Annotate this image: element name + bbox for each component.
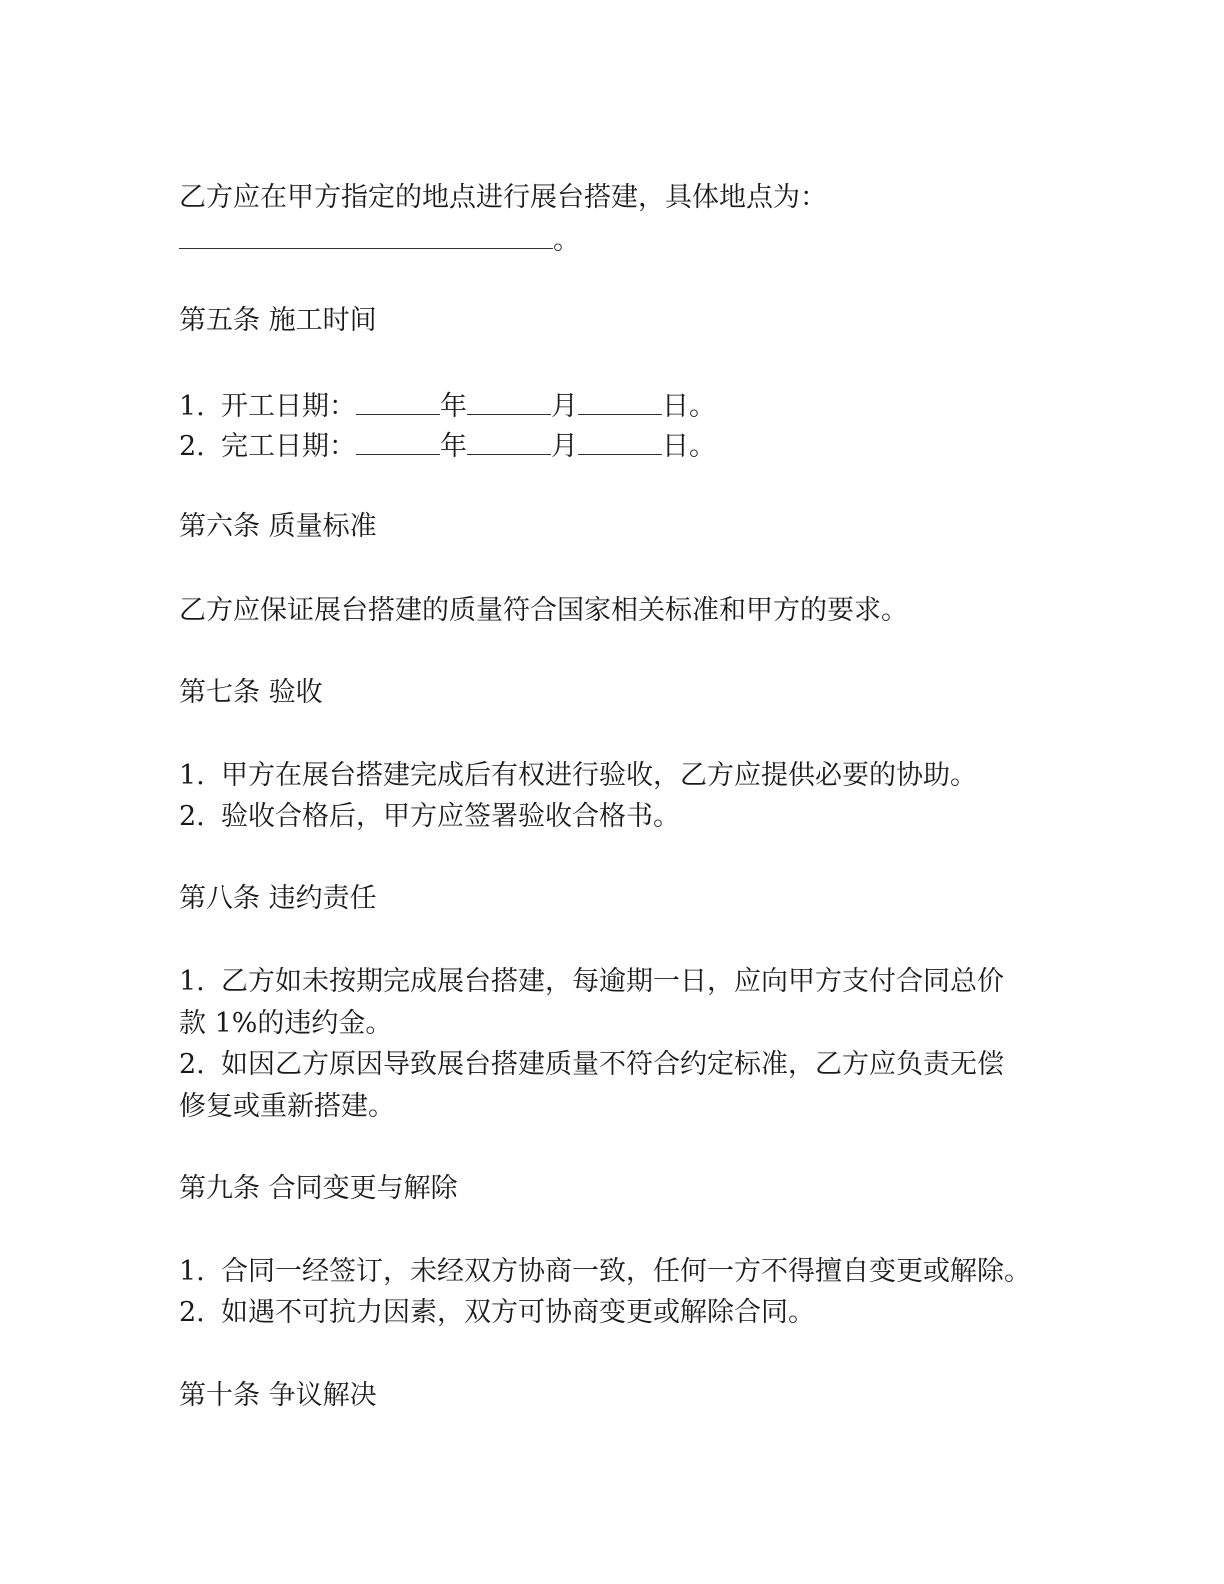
location-blank-line xyxy=(179,222,580,258)
end-month-blank[interactable] xyxy=(467,428,551,455)
start-day-blank[interactable] xyxy=(578,388,662,415)
location-blank[interactable] xyxy=(179,222,553,249)
list-item xyxy=(179,1295,815,1331)
item-text: 乙方如未按期完成展台搭建，每逾期一日，应向甲方支付合同总价 xyxy=(221,966,1004,997)
month-label: 月 xyxy=(551,431,578,462)
article-6-title: 第六条 质量标准 xyxy=(179,511,377,542)
start-year-blank[interactable] xyxy=(356,388,440,415)
start-date-label: 开工日期： xyxy=(221,391,356,422)
article-10-title: 第十条 争议解决 xyxy=(179,1380,377,1411)
item-number: 2. xyxy=(179,1297,205,1328)
list-item xyxy=(179,799,680,835)
article-9-title: 第九条 合同变更与解除 xyxy=(179,1173,458,1204)
item-number: 1. xyxy=(179,391,205,422)
location-sentence: 乙方应在甲方指定的地点进行展台搭建，具体地点为： xyxy=(179,182,827,213)
article-6-text: 乙方应保证展台搭建的质量符合国家相关标准和甲方的要求。 xyxy=(179,595,908,626)
item-number: 1. xyxy=(179,1256,205,1287)
year-label: 年 xyxy=(440,431,467,462)
start-month-blank[interactable] xyxy=(467,388,551,415)
end-date-label: 完工日期： xyxy=(221,431,356,462)
list-item xyxy=(179,964,1004,1000)
item-number: 1. xyxy=(179,966,205,997)
day-label: 日。 xyxy=(662,431,716,462)
list-item-continuation: 款 1%的违约金。 xyxy=(179,1008,393,1039)
item-number: 1. xyxy=(179,760,205,791)
item-text: 验收合格后，甲方应签署验收合格书。 xyxy=(221,801,680,832)
list-item xyxy=(179,758,977,794)
list-item xyxy=(179,1254,1031,1290)
item-text: 合同一经签订，未经双方协商一致，任何一方不得擅自变更或解除。 xyxy=(221,1256,1031,1287)
list-item-continuation: 修复或重新搭建。 xyxy=(179,1091,395,1122)
start-date-item xyxy=(179,388,716,424)
list-item xyxy=(179,1047,1004,1083)
item-text: 如因乙方原因导致展台搭建质量不符合约定标准，乙方应负责无偿 xyxy=(221,1049,1004,1080)
year-label: 年 xyxy=(440,391,467,422)
article-8-title: 第八条 违约责任 xyxy=(179,883,377,914)
item-text: 如遇不可抗力因素，双方可协商变更或解除合同。 xyxy=(221,1297,815,1328)
article-5-title: 第五条 施工时间 xyxy=(179,305,377,336)
end-day-blank[interactable] xyxy=(578,428,662,455)
item-number: 2. xyxy=(179,1049,205,1080)
end-year-blank[interactable] xyxy=(356,428,440,455)
item-number: 2. xyxy=(179,431,205,462)
item-number: 2. xyxy=(179,801,205,832)
month-label: 月 xyxy=(551,391,578,422)
day-label: 日。 xyxy=(662,391,716,422)
article-7-title: 第七条 验收 xyxy=(179,677,323,708)
item-text: 甲方在展台搭建完成后有权进行验收，乙方应提供必要的协助。 xyxy=(221,760,977,791)
end-date-item xyxy=(179,428,716,464)
location-end: 。 xyxy=(553,225,580,256)
